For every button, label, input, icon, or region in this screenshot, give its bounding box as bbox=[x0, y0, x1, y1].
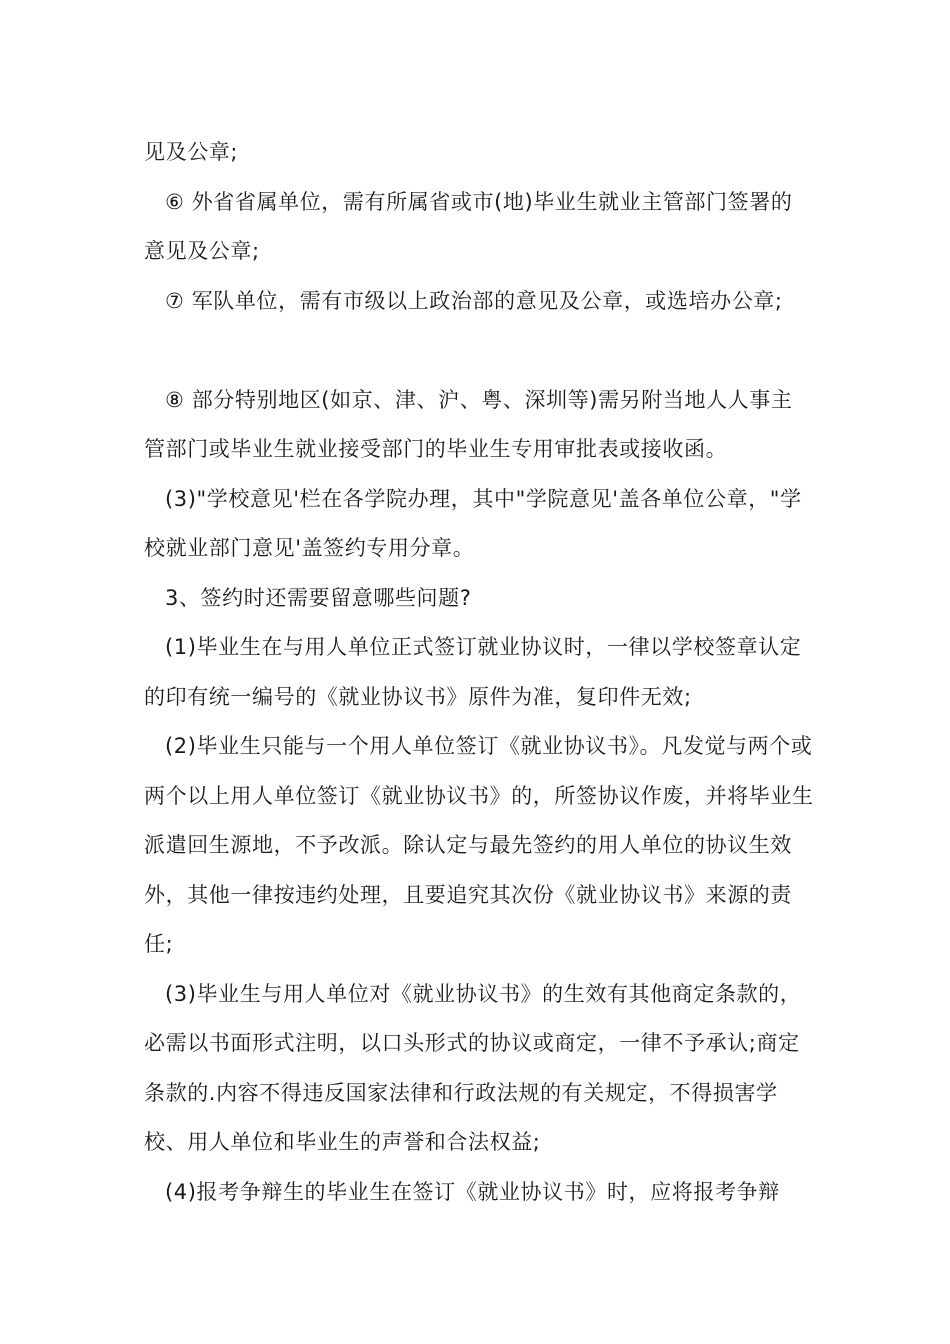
paragraph-4: ⑧ 部分特别地区(如京、津、沪、粤、深圳等)需另附当地人人事主管部门或毕业生就业接受部门的毕业生专用审批表或接收函。 bbox=[144, 387, 793, 461]
document-body bbox=[144, 128, 814, 1217]
blank-line bbox=[144, 326, 814, 376]
paragraph-2: ⑥ 外省省属单位，需有所属省或市(地)毕业生就业主管部门签署的意见及公章; bbox=[144, 189, 793, 263]
paragraph-1: 见及公章; bbox=[144, 140, 239, 164]
paragraph-9: (4)报考争辩生的毕业生在签订《就业协议书》时，应将报考争辩 bbox=[165, 1179, 780, 1204]
paragraph-8: (3)毕业生与用人单位对《就业协议书》的生效有其他商定条款的，必需以书面形式注明，以口头形式的协议或商定，一律不予承认;商定条款的.内容不得违反国家法律和行政法规的有关规定，不得损害学校、用人单位和毕业生的声誉和合法权益; bbox=[144, 981, 802, 1154]
paragraph-7: (2)毕业生只能与一个用人单位签订《就业协议书》。凡发觉与两个或两个以上用人单位签订《就业协议书》的，所签协议作废，并将毕业生派遣回生源地，不予改派。除认定与最先签约的用人单位的协议生效外，其他一律按违约处理，且要追究其次份《就业协议书》来源的责任; bbox=[144, 734, 814, 956]
paragraph-3: ⑦ 军队单位，需有市级以上政治部的意见及公章，或选培办公章; bbox=[165, 288, 783, 313]
section-heading: 3、签约时还需要留意哪些问题? bbox=[165, 585, 472, 610]
paragraph-5: (3)"学校意见'栏在各学院办理，其中"学院意见'盖各单位公章，"学校就业部门意见'盖签约专用分章。 bbox=[144, 486, 802, 560]
paragraph-6: (1)毕业生在与用人单位正式签订就业协议时，一律以学校签章认定的印有统一编号的《就业协议书》原件为准，复印件无效; bbox=[144, 635, 802, 709]
